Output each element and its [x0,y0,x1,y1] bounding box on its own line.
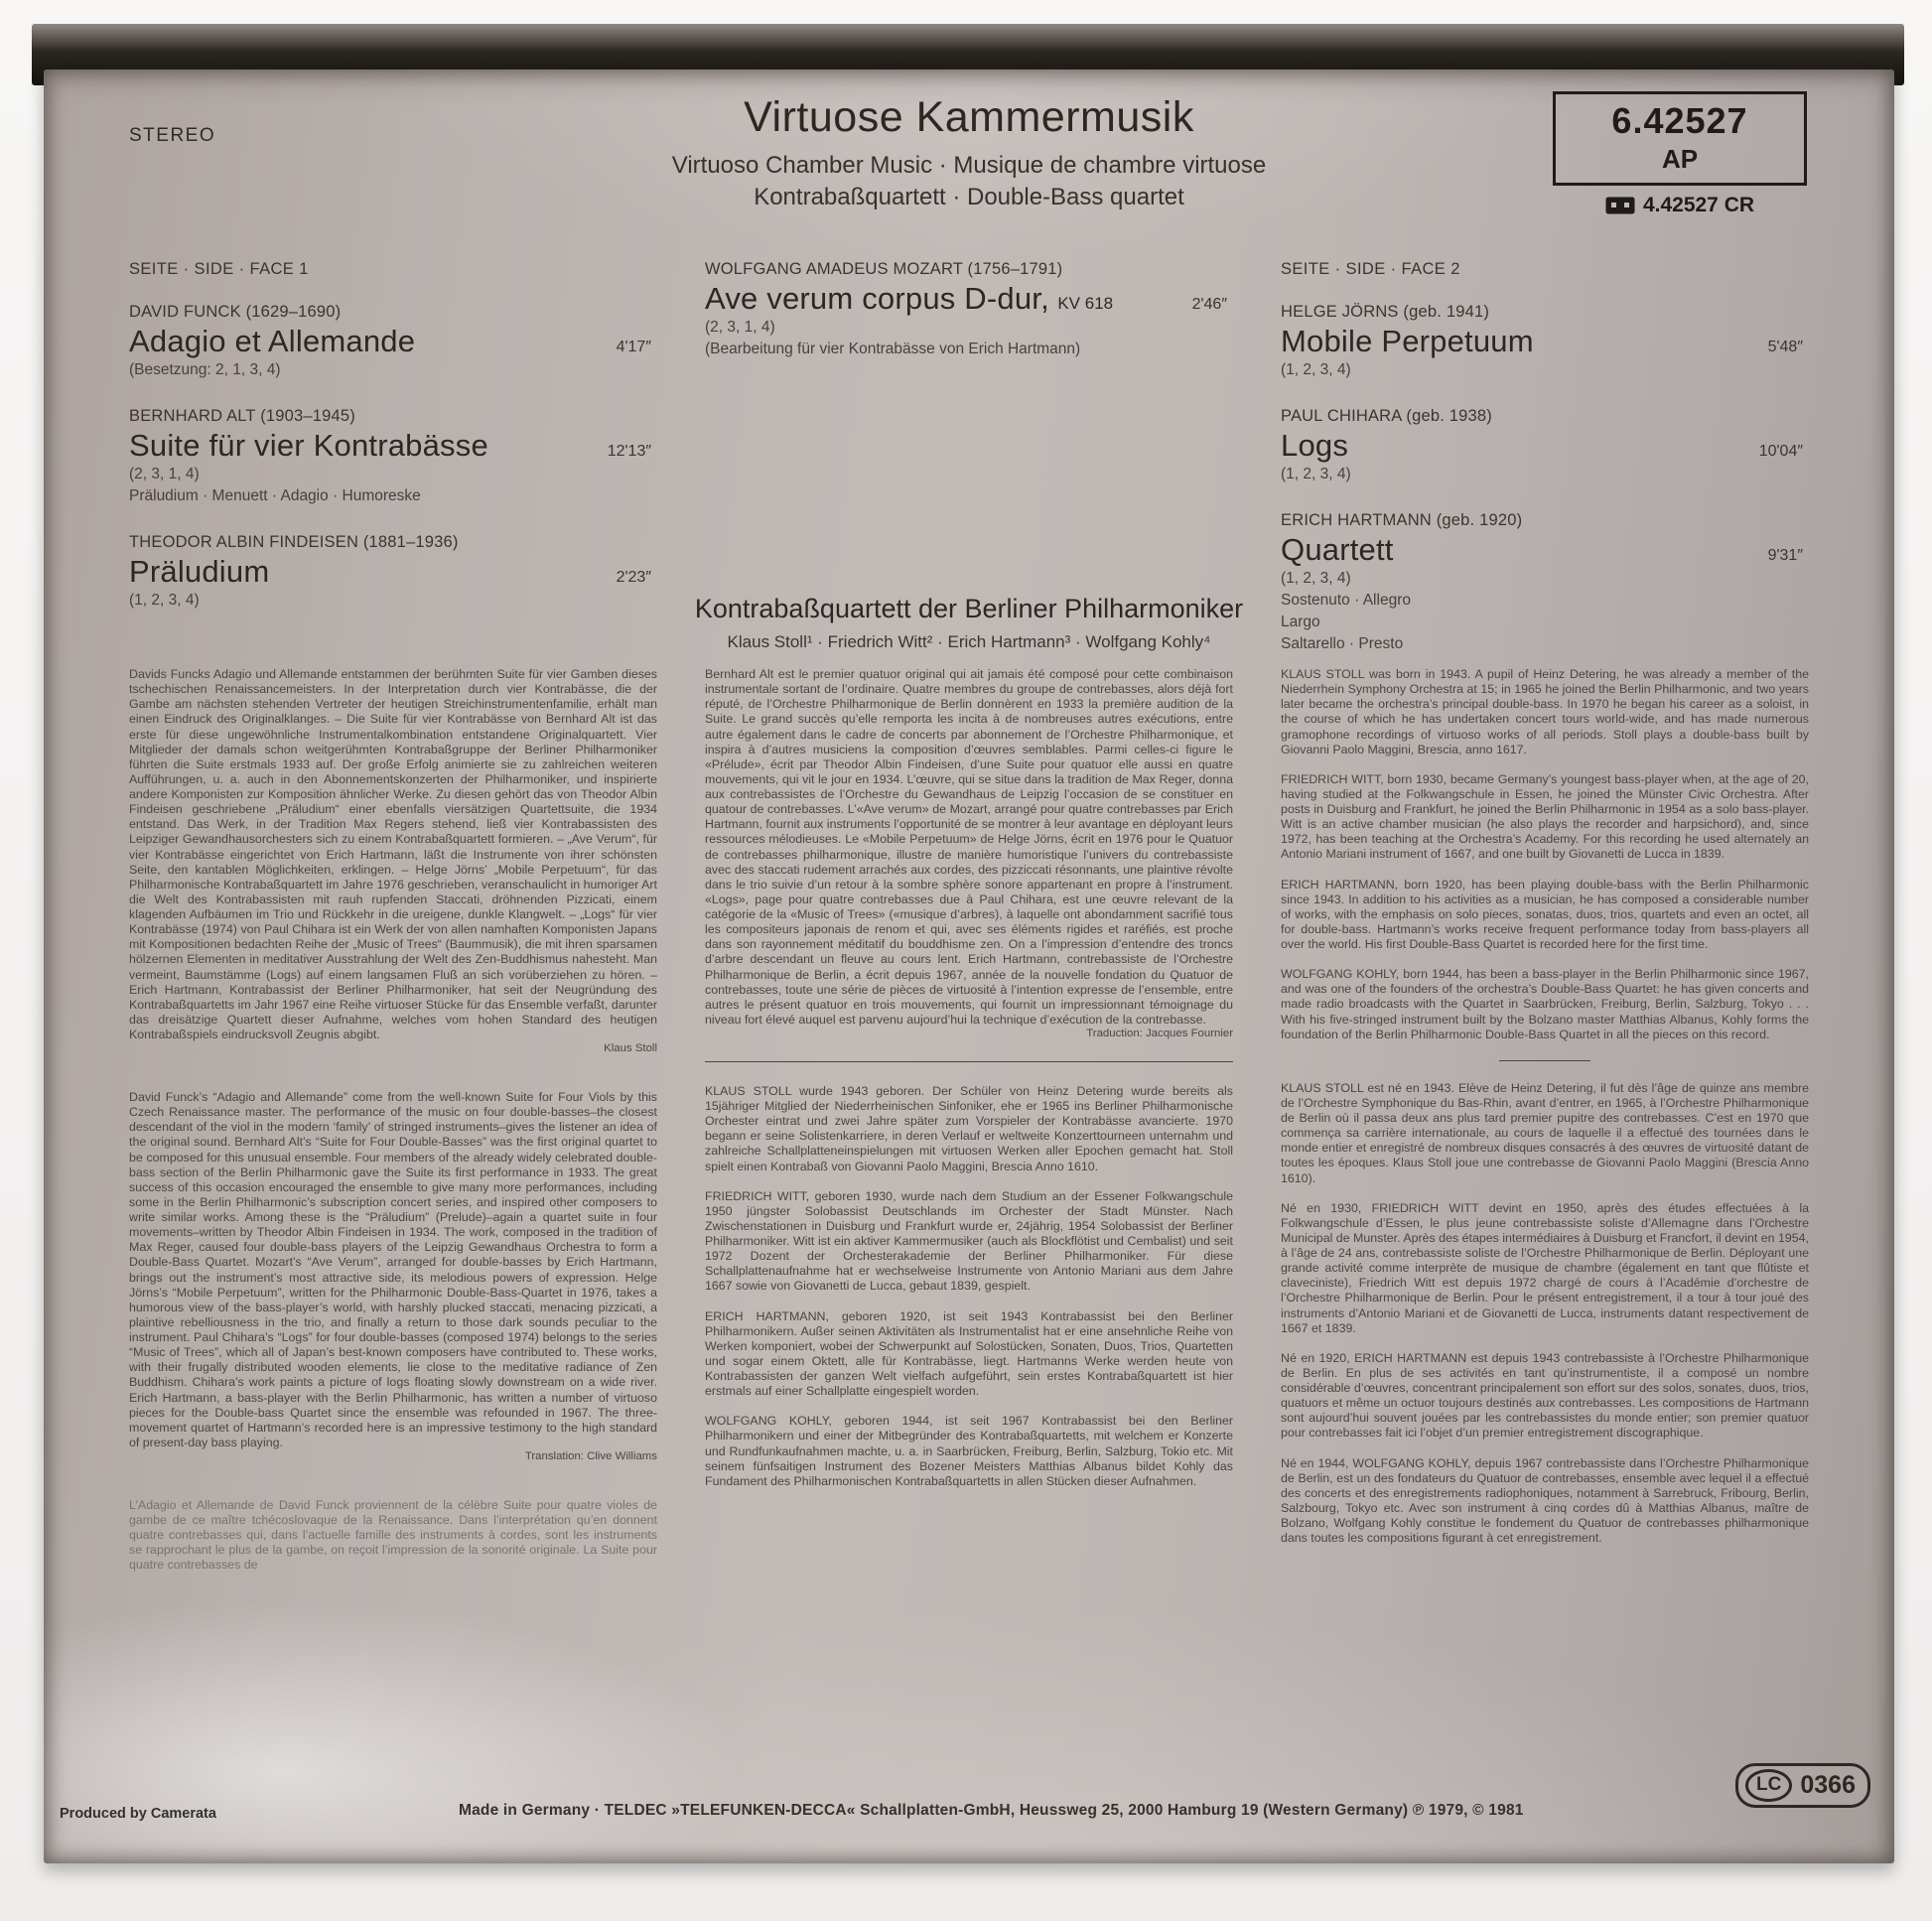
bio-de-stoll: KLAUS STOLL wurde 1943 geboren. Der Schüler von Heinz Detering wurde bereits als 15jähriger Mitglied der Niederrheinischen Sinfoniker, ehe er 1965 ins Berliner Philharmonische Orchester eintrat und zwei Jahre später zum Vorspieler der Kontrabässe avancierte. 1970 begann er seine Solistenkarriere, in deren Verlauf er weltweite Konzerttourneen unternahm und zahlreiche Schallplatteneinspielungen mit virtuosen Werken aller Epochen gemacht hat. Stoll spielt einen Kontrabaß von Giovanni Paolo Maggini, Brescia Anno 1610. [705,1083,1233,1173]
lc-label-badge [1735,1763,1870,1808]
side2-heading: SEITE · SIDE · FACE 2 [1281,260,1460,278]
composer-name: HELGE JÖRNS (geb. 1941) [1281,303,1490,321]
side1-heading: SEITE · SIDE · FACE 1 [129,260,309,278]
bio-en-hartmann: ERICH HARTMANN, born 1920, has been playing double-bass with the Berlin Philharmonic since 1943. In addition to his activities as a musician, he has composed a considerable number of works, with the emphasis on solo pieces, sonatas, duos, trios, quartets and even an octet, all for double-bass. Hartmann’s works receive frequent performance today from bass-players all over the world. His first Double-Bass Quartet is recorded here for the first time. [1281,877,1809,951]
album-subtitle: Virtuoso Chamber Music · Musique de chambre virtuose [671,152,1267,179]
track-title: Mobile Perpetuum [1281,324,1534,358]
track-movements: Präludium · Menuett · Adagio · Humoreske [129,487,421,504]
ensemble-block [44,594,1894,652]
notes-column-2 [705,667,1233,1588]
track-detail: (1, 2, 3, 4) [1281,570,1351,587]
track-title: Präludium [129,554,270,589]
cassette-catalog-line [1553,194,1807,217]
notes-german-credit: Klaus Stoll [604,1042,657,1055]
composer-name: BERNHARD ALT (1903–1945) [129,407,355,425]
track-duration: 9'31″ [1767,547,1803,564]
album-subtitle-2: Kontrabaßquartett · Double-Bass quartet [754,184,1184,210]
notes-french: Bernhard Alt est le premier quatuor original qui ait jamais été composé pour cette combinaison instrumentale sortant de l’ordinaire. Quatre membres du groupe de contrebasses, alors déjà fort réputé, de l’Orchestre Philharmonique de Berlin donnèrent en 1933 la première audition de la Suite. Le grand succès qu’elle remporta les incita à de nombreuses autres exécutions, entre autre également dans le cadre de concerts par abonnement de l’Orchestre Philharmonique, et inspira à d’autres musiciens la composition d’œuvres semblables. Parmi celles-ci figure le «Prélude», écrit par Theodor Albin Findeisen, d’une Suite pour quatuor elle aussi en quatre mouvements, qui vit le jour en 1934. L’œuvre, qui se situe dans la tradition de Max Reger, donna aux contrebassistes de l’Orchestre du Gewandhaus de Leipzig l’occasion de se constituer en quatour de contrebasses. L’«Ave verum» de Mozart, arrangé pour quatre contrebasses par Erich Hartmann, fournit aux instruments l’opportunité de se montrer à leur avantage en déployant leurs ressources mélodieuses. Le «Mobile Perpetuum» de Helge Jörns, écrit en 1976 pour le Quatuor de contrebasses philharmonique, illustre de manière humoristique l’univers du contrebassiste avec des staccati rudement arrachés aux cordes, des pizziccati résonnants, une plaintive révolte dans le trio suivie d’un retour à la sombre sphère sonore appartenant en propre à l’instrument. «Logs», page pour quatre contrebasses due à Paul Chihara, est une œuvre relevant de la catégorie de la «Music of Trees» («musique d’arbres), à laquelle ont abondamment sacrifié tous les compositeurs japonais de renom et qui, avec ses éléments rigides et raréfiés, est proche dans son rayonnement méditatif du bouddhisme zen. On a l’impression d’entendre des troncs d’arbre descendant un fleuve au cours lent. Erich Hartmann, contrebassiste de l’Orchestre Philharmonique de Berlin, a écrit depuis 1967, année de la nouvelle fondation du Quatuor de contrebasses, toute une série de pièces de virtuosité à l’intention expresse de l’ensemble, entre autres le présent quatuor en trois mouvements, qui fournit un impressionnant témoignage du niveau fort élevé auquel est parvenu aujourd’hui la technique d’exécution de la contrebasse. [705,667,1233,1027]
notes-english: David Funck’s “Adagio and Allemande” come from the well-known Suite for Four Viols by this Czech Renaissance master. The performance of the music on four double-basses–the closest descendant of the viol in the modern ‘family’ of stringed instruments–gives the listener an idea of the original sound. Bernhard Alt’s “Suite for Four Double-Basses” was the first original quartet to be composed for this unusual ensemble. Four members of the already widely celebrated double-bass section of the Berlin Philharmonic gave the Suite its first performance in 1933. The great success of this occasion encouraged the ensemble to give many more performances, including some in the Berlin Philharmonic’s subscription concert series, and inspired other composers to write similar works. Among these is the “Präludium” (Prelude)–again a quartet suite in four movements–written by Theodor Albin Findeisen in 1934. The work, composed in the tradition of Max Reger, caused four double-bass players of the Leipzig Gewandhaus Orchestra to form a Double-Bass Quartet. Mozart’s “Ave Verum”, arranged for double-basses by Erich Hartmann, brings out the instrument’s most attractive side, its melodious powers of expression. Helge Jörns’s “Mobile Perpetuum”, written for the Philharmonic Double-Bass-Quartet in 1976, takes a humorous view of the bass-player’s world, with harshly plucked staccati, menacing pizzicati, a plaintive rebelliousness in the trio, and finally a return to those dark sounds peculiar to the instrument. Paul Chihara’s “Logs” for four double-basses (composed 1974) belongs to the series “Music of Trees”, which all of Japan’s best-known composers have contributed to. These works, with their frugally distributed wooden elements, lie close to the meditative radiance of Zen Buddhism. Chihara’s work paints a picture of logs floating slowly downstream on a wide river. Erich Hartmann, a bass-player with the Berlin Philharmonic, has written a number of virtuoso pieces for the Double-bass Quartet since the ensemble was refounded in 1967. The three-movement quartet of Hartmann’s recorded here is an impressive testimony to the high standard of present-day bass playing. [129,1090,657,1449]
track-chihara [1281,407,1809,485]
track-title: Suite für vier Kontrabässe [129,428,488,463]
ensemble-members: Klaus Stoll¹ · Friedrich Witt² · Erich Hartmann³ · Wolfgang Kohly⁴ [727,632,1211,651]
track-detail: (2, 3, 1, 4) [129,466,200,482]
composer-name: DAVID FUNCK (1629–1690) [129,303,342,321]
cassette-number: 4.42527 CR [1642,194,1755,216]
bio-fr-hartmann: Né en 1920, ERICH HARTMANN est depuis 1943 contrebassiste à l’Orchestre Philharmonique de Berlin. En plus de ses activités en tant qu’instrumentiste, il a composé un nombre considérable d’œuvres, concentrant principalement son effort sur des solos, sonates, duos, trios, quatuors et même un octuor toujours destinés aux contrebasses. Les compositions de Hartmann sont aujourd’hui souvent jouées par les contrebassistes du monde entier; son premier quatuor pour contrebasses fait ici l’objet d’un premier entregistrement discographique. [1281,1350,1809,1441]
track-arrangement-note: (Bearbeitung für vier Kontrabässe von Erich Hartmann) [705,341,1081,357]
track-duration: 2'23″ [616,569,651,586]
track-duration: 10'04″ [1758,443,1803,460]
track-joerns [1281,303,1809,381]
track-title: Quartett [1281,532,1394,567]
track-movement: Sostenuto · Allegro [1281,592,1411,609]
bio-en-kohly: WOLFGANG KOHLY, born 1944, has been a bass-player in the Berlin Philharmonic since 1967, and was one of the founders of the orchestra’s Double-Bass Quartet: he has given concerts and made radio broadcasts with the Quartet in Saarbrücken, Freiburg, Berlin, Salzburg, Tokyo . . . With his five-stringed instrument built by the Bolzano master Matthias Albanus, Kohly forms the foundation of the Berlin Philharmonic Double-Bass Quartet in all the pieces on this record. [1281,967,1809,1041]
notes-column-3 [1281,667,1809,1588]
kv-number: KV 618 [1057,294,1114,313]
bio-en-witt: FRIEDRICH WITT, born 1930, became Germany’s youngest bass-player when, at the age of 20, having studied at the Folkwangschule in Essen, he joined the Münster Civic Orchestra. After posts in Duisburg and Frankfurt, he joined the Berlin Philharmonic in 1954 as a solo bass-player. Witt is an active chamber musician (he also plays the recorder and harpsichord), and, since 1972, has been teaching at the Orchestra’s Academy. For this recording he used alternately an Antonio Mariani instrument of 1667, and one built by Giovanetti de Lucca in 1839. [1281,771,1809,862]
composer-name: PAUL CHIHARA (geb. 1938) [1281,407,1492,425]
notes-french-credit: Traduction: Jacques Fournier [1086,1028,1233,1039]
catalog-block [1553,91,1807,217]
bio-de-hartmann: ERICH HARTMANN, geboren 1920, ist seit 1943 Kontrabassist bei den Berliner Philharmonikern. Außer seinen Aktivitäten als Instrumentalist hat er eine ansehnliche Reihe von Werken komponiert, wobei der Schwerpunkt auf Solostücken, Sonaten, Duos, Trios, Quartetten und sogar einem Oktett, alle für Kontrabässe, liegt. Hartmanns Werke werden heute von Kontrabassisten der ganzen Welt vielfach aufgeführt, sein erstes Kontrabaßquartett ist hier erstmals auf einer Schallplatte eingespielt worden. [705,1308,1233,1399]
bio-de-witt: FRIEDRICH WITT, geboren 1930, wurde nach dem Studium an der Essener Folkwangschule 1950 jüngster Solobassist Deutschlands im Orchester der Stadt Münster. Nach Zwischenstationen in Duisburg und Frankfurt wurde er, 24jährig, 1954 Solobassist der Berliner Philharmoniker. Witt ist ein aktiver Kammermusiker (auch als Blockflötist und Cembalist) und seit 1972 Dozent der Orchesterakademie der Berliner Philharmoniker. Für diese Schallplattenaufnahme hat er wechselweise Instrumente von Antonio Mariani aus dem Jahre 1667 sowie von Giovanetti de Lucca, gebaut 1839, gespielt. [705,1188,1233,1294]
track-movement: Saltarello · Presto [1281,635,1404,652]
lc-label-code: LC [1745,1769,1792,1802]
track-duration: 2'46″ [1191,296,1227,313]
composer-name: ERICH HARTMANN (geb. 1920) [1281,511,1523,529]
bio-en-stoll: KLAUS STOLL was born in 1943. A pupil of Heinz Detering, he was already a member of the Niederrhein Symphony Orchestra at 15; in 1965 he joined the Berlin Philharmonic, and two years later became the orchestra’s principal double-bass. In 1970 he began his career as a soloist, in the course of which he has undertaken concert tours world-wide, and has made numerous gramophone recordings of virtuoso works of all periods. Stoll plays a double-bass built by Giovanni Paolo Maggini, Brescia, anno 1617. [1281,667,1809,756]
track-title: Adagio et Allemande [129,324,416,358]
cassette-icon [1605,197,1635,214]
bio-fr-witt: Né en 1930, FRIEDRICH WITT devint en 1950, après des études effectuées à la Folkwangschule d’Essen, le plus jeune contrebassiste soliste d’Allemagne dans l’Orchestre Municipal de Munster. Après des étapes intermédiaires à Duisburg et Francfort, il devint en 1954, à l’âge de 24 ans, contrebassiste soliste de l’Orchestre Philharmonique de Berlin. Déployant une grande activité comme interprète de musique de chambre (également en tant que flûtiste et claveciniste), Friedrich Witt est depuis 1972 chargé de cours à l’Académie d’orchestre de l’Orchestre Philharmonique de Berlin. Pour le présent entregistrement, il a tour à tour joué des instruments d’Antonio Mariani et de Giovanetti de Lucca, instruments datant respectivement de 1667 et 1839. [1281,1200,1809,1335]
record-sleeve [44,69,1894,1863]
notes-german: Davids Funcks Adagio und Allemande entstammen der berühmten Suite für vier Gamben dieses tschechischen Renaissancemeisters. In der Interpretation durch vier Kontrabässe, die der Gambe am nächsten stehenden Vertreter der heutigen Streichinstrumentenfamilie, erhält man einen Eindruck des Originalklanges. – Die Suite für vier Kontrabässe von Bernhard Alt ist das erste für diese ungewöhnliche Instrumentalkombination entstandene Originalquartett. Vier Mitglieder der damals schon weitgerühmten Kontrabaßgruppe der Berliner Philharmoniker führten die Suite erstmals 1933 auf. Der große Erfolg animierte sie zu zahlreichen weiteren Aufführungen, u. a. auch in den Abonnementskonzerten der Philharmoniker, und inspirierte andere Komponisten zur Komposition ähnlicher Werke. Zu diesen gehört das von Theodor Albin Findeisen geschriebene „Präludium“ einer ebenfalls viersätzigen Quartettsuite, die 1934 entstand. Das Werk, in der Tradition Max Regers stehend, ließ vier Kontrabassisten des Leipziger Gewandhausorchesters sich zu einem Kontrabaßquartett formieren. – „Ave Verum“, für vier Kontrabässe eingerichtet von Erich Hartmann, läßt die Instrumente von ihrer schönsten Seite, den kantablen Möglichkeiten, erklingen. – Helge Jörns’ „Mobile Perpetuum“, für das Philharmonische Kontrabaßquartett im Jahre 1976 geschrieben, veranschaulicht in humoriger Art die Welt des Kontrabassisten mit rauh rupfenden Staccati, dröhnenden Pizzicati, einem klagenden Aufbäumen im Trio und Rückkehr in die ureigene, dunkle Klangwelt. – „Logs“ für vier Kontrabässe (1974) von Paul Chihara ist ein Werk der von allen namhaften Komponisten Japans mit Kompositionen bedachten Reihe der „Music of Trees“ (Baummusik), die mit ihren sparsamen hölzernen Elementen in meditativer Ausstrahlung der Welt des Zen-Buddhismus nahesteht. Man vermeint, Baumstämme (Logs) auf einem langsamen Fluß an sich vorüberziehen zu hören. – Erich Hartmann, Kontrabassist der Berliner Philharmoniker, hat seit der Neugründung des Kontrabaßquartetts im Jahr 1967 eine Reihe virtuoser Stücke für das Ensemble verfaßt, darunter das dreisätzige Quartett dieser Aufnahme, welches vom hohen Standard des heutigen Kontrabaßspiels eindrucksvoll Zeugnis abgibt. [129,667,657,1041]
track-funck [129,303,657,381]
track-movement: Largo [1281,614,1320,630]
catalog-number-box [1553,91,1807,186]
notes-french-fragment: L’Adagio et Allemande de David Funck proviennent de la célèbre Suite pour quatre violes de gambe de ce maître tchécoslovaque de la Renaissance. Dans l’interprétation qu’en donnent quatre contrebasses qui, dans l’actuelle famille des instruments à cordes, sont les instruments se rapprochant le plus de la gambe, on reçoit l’impression de la sonorité originale. La Suite pour quatre contrebasses de [129,1497,657,1573]
track-duration: 5'48″ [1767,339,1803,355]
divider-rule [705,1061,1233,1062]
ensemble-name: Kontrabaßquartett der Berliner Philharmoniker [694,594,1244,623]
bio-fr-kohly: Né en 1944, WOLFGANG KOHLY, depuis 1967 contrebassiste dans l’Orchestre Philharmonique de Berlin, est un des fondateurs du Quatuor de contrebasses, ensemble avec lequel il a effectué des concerts et des enregistrements radiophoniques, notamment à Sarrebruck, Fribourg, Berlin, Salzbourg, Tokyo etc. Avec son instrument à cinq cordes dû à Matthias Albanus, maître de Bolzano, Wolfgang Kohly constitue le fondement du Quatuor de contrebasses philharmonique dans toutes les compositions figurant à cet enregistrement. [1281,1455,1809,1546]
notes-english-credit: Translation: Clive Williams [524,1450,657,1463]
stereo-label: STEREO [129,125,216,146]
track-duration: 12'13″ [607,443,651,460]
catalog-suffix: AP [1661,144,1699,174]
track-detail: (1, 2, 3, 4) [129,592,200,609]
track-detail: (1, 2, 3, 4) [1281,466,1351,482]
track-duration: 4'17″ [616,339,651,355]
lc-label-number: 0366 [1800,1771,1856,1799]
album-title: Virtuose Kammermusik [744,93,1194,141]
track-detail: (Besetzung: 2, 1, 3, 4) [129,361,281,378]
track-title: Ave verum corpus D-dur, [705,281,1049,316]
composer-name: THEODOR ALBIN FINDEISEN (1881–1936) [129,533,459,551]
track-alt [129,407,657,507]
track-detail: (2, 3, 1, 4) [705,319,775,336]
notes-column-1 [129,667,657,1588]
divider-rule-short [1499,1060,1590,1061]
liner-notes [129,667,1809,1588]
manufacturer-line: Made in Germany · TELDEC »TELEFUNKEN-DECCA« Schallplatten-GmbH, Heussweg 25, 2000 Hamburg 19 (Western Germany) ℗ 1979, © 1981 [459,1802,1524,1819]
produced-by-credit: Produced by Camerata [60,1806,216,1822]
bio-de-kohly: WOLFGANG KOHLY, geboren 1944, ist seit 1967 Kontrabassist bei den Berliner Philharmonikern und einer der Mitbegründer des Kontrabaßquartetts, mit welchem er Konzerte und Rundfunkaufnahmen machte, u. a. in Saarbrücken, Freiburg, Berlin, Salzburg, Tokio etc. Mit seinem fünfsaitigen Instrument des Bozener Meisters Matthias Albanus bildet Kohly das Fundament des Philharmonischen Kontrabaßquartetts in allen Stücken dieser Aufnahmen. [705,1414,1233,1488]
bio-fr-stoll: KLAUS STOLL est né en 1943. Elève de Heinz Detering, il fut dès l’âge de quinze ans membre de l’Orchestre Symphonique du Bas-Rhin, avant d’entrer, en 1965, à l’Orchestre Philharmonique de Berlin où il passa deux ans plus tard premier pupitre des contrebasses. C’est en 1970 que commença sa carrière internationale, au cours de laquelle il a effectué des tournées dans le monde entier et enregistré de nombreux disques consacrés à des œuvres de virtuosité datant de toutes les époques. Klaus Stoll joue une contrebasse de Giovanni Paolo Maggini (Brescia Anno 1610). [1281,1080,1809,1185]
catalog-number: 6.42527 [1611,100,1748,141]
composer-name: WOLFGANG AMADEUS MOZART (1756–1791) [705,260,1063,278]
track-title: Logs [1281,428,1349,463]
track-detail: (1, 2, 3, 4) [1281,361,1351,378]
track-mozart [705,260,1233,360]
